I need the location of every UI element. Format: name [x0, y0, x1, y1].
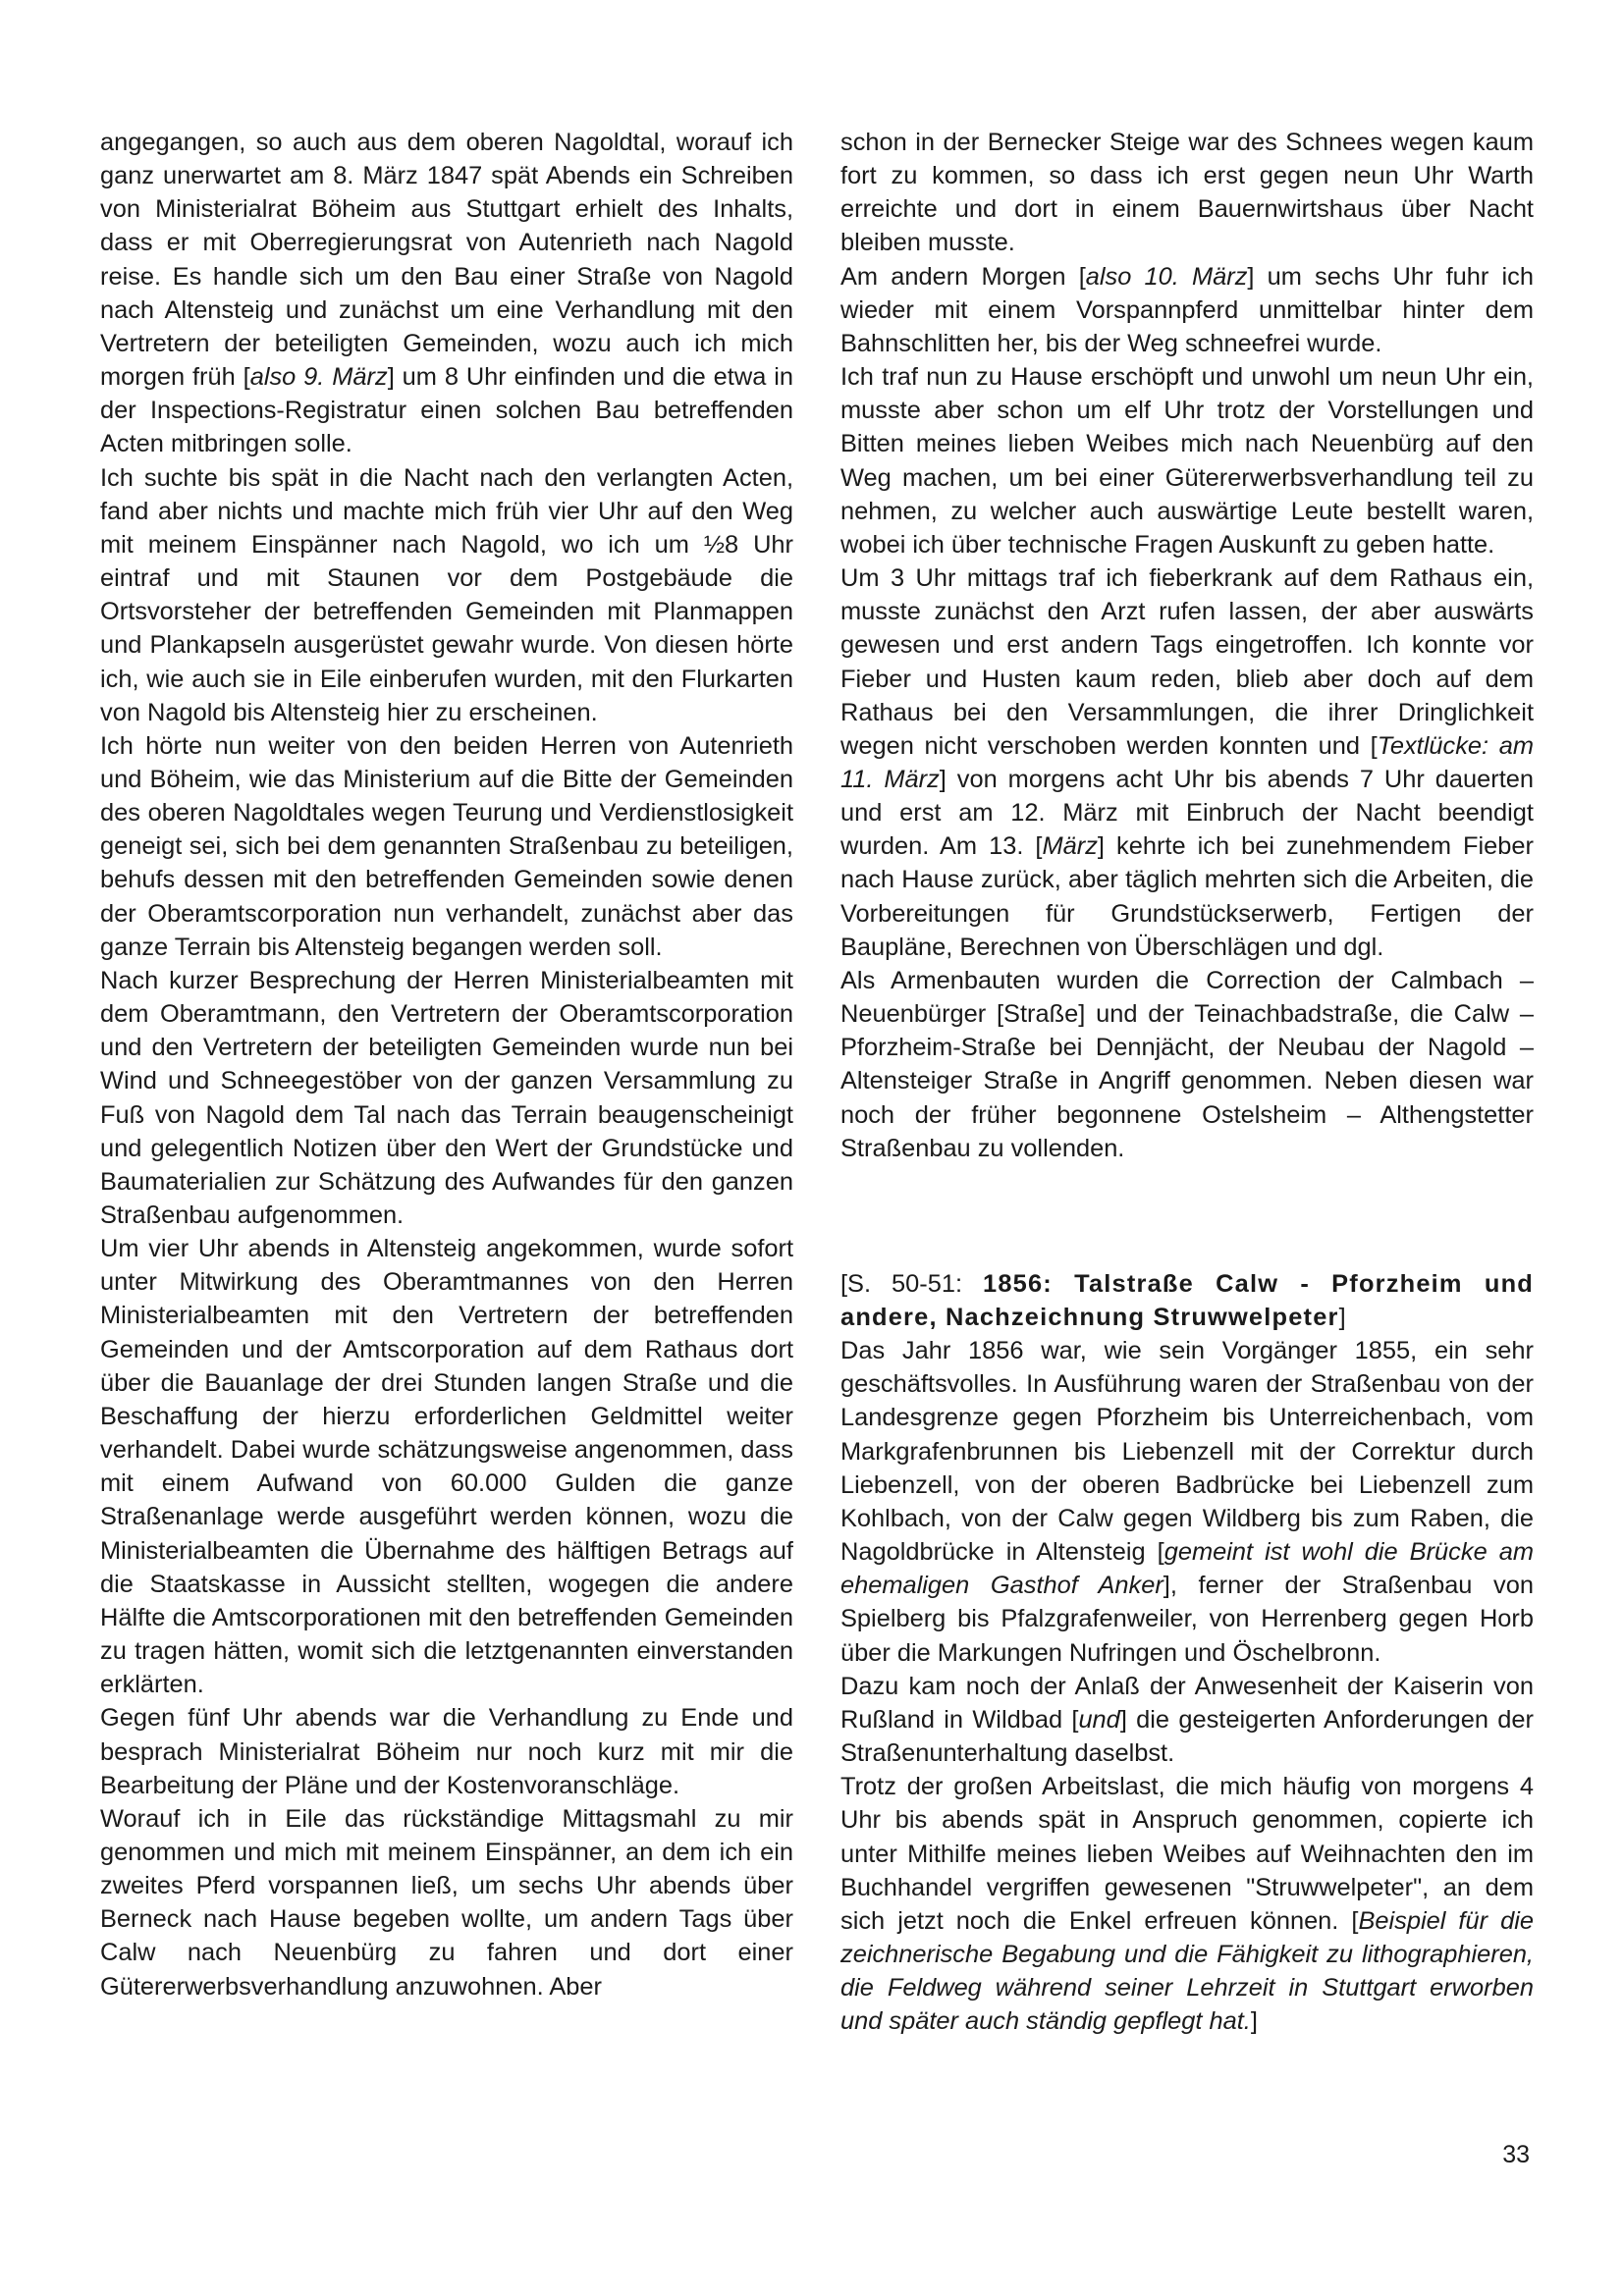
paragraph-text: Worauf ich in Eile das rückständige Mittagsmahl zu mir genommen und mich mit meinem Einspänner, an dem ich ein zweites Pferd vorspannen ließ, um sechs Uhr abends über Berneck nach Hause begeben wollte, um andern Tags über Calw nach Neuenbürg zu fahren und dort einer Gütererwerbsverhandlung anzuwohnen. Aber — [100, 1804, 793, 2001]
paragraph — [100, 1802, 793, 2003]
paragraph-text: ] — [1250, 2007, 1258, 2036]
paragraph-text: ] um sechs Uhr fuhr ich wieder mit einem Vorspannpferd unmittelbar hinter dem Bahnschlitten her, bis der Weg schneefrei wurde. — [840, 262, 1534, 357]
section-heading — [840, 1267, 1534, 1334]
paragraph-text: Ich suchte bis spät in die Nacht nach den verlangten Acten, fand aber nichts und machte mich früh vier Uhr auf den Weg mit meinem Einspänner nach Nagold, wo ich um ½8 Uhr eintraf und mit Staunen vor dem Postgebäude die Ortsvorsteher der betreffenden Gemeinden mit Planmappen und Plankapseln ausgerüstet gewahr wurde. Von diesen hörte ich, wie auch sie in Eile einberufen wurden, mit den Flurkarten von Nagold bis Altensteig hier zu erscheinen. — [100, 463, 793, 726]
paragraph-text: Ich hörte nun weiter von den beiden Herren von Autenrieth und Böheim, wie das Ministerium auf die Bitte der Gemeinden des oberen Nagoldtales wegen Teurung und Verdienstlosigkeit geneigt sei, sich bei dem genannten Straßenbau zu beteiligen, behufs dessen mit den betreffenden Gemeinden sowie denen der Oberamtscorporation nun verhandelt, zunächst aber das ganze Terrain bis Altensteig begangen werden soll. — [100, 731, 793, 961]
paragraph-text: Das Jahr 1856 war, wie sein Vorgänger 1855, ein sehr geschäftsvolles. In Ausführung waren der Straßenbau von der Landesgrenze gegen Pforzheim bis Unterreichenbach, vom Markgrafenbrunnen bis Liebenzell mit der Correktur durch Liebenzell, von der oberen Badbrücke bei Liebenzell zum Kohlbach, von der Calw gegen Wildberg bis zum Raben, die Nagoldbrücke in Altensteig [ — [840, 1337, 1534, 1567]
paragraph — [840, 1770, 1534, 2038]
section-heading-suffix: ] — [1338, 1304, 1346, 1331]
paragraph-text: Trotz der großen Arbeitslast, die mich häufig von morgens 4 Uhr bis abends spät in Anspruch genommen, copierte ich unter Mithilfe meines lieben Weibes auf Weihnachten den im Buchhandel vergriffen gewesenen "Struwwelpeter", an dem sich jetzt noch die Enkel erfreuen können. [ — [840, 1773, 1534, 1935]
paragraph-text: ], ferner der Straßenbau von Spielberg bis Pfalzgrafenweiler, von Herrenberg gegen Horb über die Markungen Nufringen und Öschelbronn. — [840, 1572, 1534, 1667]
paragraph — [100, 461, 793, 729]
paragraph-text: Nach kurzer Besprechung der Herren Ministerialbeamten mit dem Oberamtmann, den Vertretern der Oberamtscorporation und den Vertretern der beteiligten Gemeinden wurde nun bei Wind und Schneegestöber von der ganzen Versammlung zu Fuß von Nagold dem Tal nach das Terrain beaugenscheinigt und gelegentlich Notizen über den Wert der Grundstücke und Baumaterialien zur Schätzung des Aufwandes für den ganzen Straßenbau aufgenommen. — [100, 966, 793, 1229]
paragraph — [100, 964, 793, 1232]
editorial-note: also 9. März — [249, 363, 388, 392]
right-text-column — [840, 126, 1534, 2038]
paragraph — [840, 964, 1534, 1165]
paragraph-text: ] von morgens acht Uhr bis abends 7 Uhr dauerten und erst am 12. März mit Einbruch der Nacht beendigt wurden. Am 13. [ — [840, 765, 1534, 861]
page-number: 33 — [1502, 2141, 1530, 2168]
editorial-note: und — [1078, 1705, 1120, 1734]
paragraph-text: Ich traf nun zu Hause erschöpft und unwohl um neun Uhr ein, musste aber schon um elf Uhr trotz der Vorstellungen und Bitten meines lieben Weibes mich nach Neuenbürg auf den Weg machen, um bei einer Gütererwerbsverhandlung teil zu nehmen, zu welcher auch auswärtige Leute bestellt waren, wobei ich über technische Fragen Auskunft zu geben hatte. — [840, 363, 1534, 559]
paragraph — [840, 561, 1534, 964]
paragraph-text: Gegen fünf Uhr abends war die Verhandlung zu Ende und besprach Ministerialrat Böheim nur noch kurz mit mir die Bearbeitung der Pläne und der Kostenvoranschläge. — [100, 1704, 793, 1799]
paragraph-text: Als Armenbauten wurden die Correction der Calmbach – Neuenbürger [Straße] und der Teinachbadstraße, die Calw – Pforzheim-Straße bei Dennjächt, der Neubau der Nagold – Altensteiger Straße in Angriff genommen. Neben diesen war noch der früher begonnene Ostelsheim – Althengstetter Straßenbau zu vollenden. — [840, 966, 1534, 1162]
paragraph — [100, 729, 793, 964]
paragraph — [840, 1670, 1534, 1770]
section-heading-prefix: [S. 50-51: — [840, 1269, 983, 1298]
paragraph-text: ] kehrte ich bei zunehmendem Fieber nach Hause zurück, aber täglich mehrten sich die Arbeiten, die Vorbereitungen für Grundstückserwerb, Fertigen der Baupläne, Berechnen von Überschlägen und dgl. — [840, 832, 1535, 961]
editorial-note: gemeint ist wohl die Brücke am ehemaligen Gasthof Anker — [840, 1538, 1534, 1600]
paragraph-text: schon in der Bernecker Steige war des Schnees wegen kaum fort zu kommen, so dass ich erst gegen neun Uhr Warth erreichte und dort in einem Bauernwirtshaus über Nacht bleiben musste. — [840, 129, 1534, 257]
paragraph-text: Am andern Morgen [ — [840, 262, 1086, 291]
paragraph — [840, 126, 1534, 260]
left-text-column — [100, 126, 793, 2003]
section-heading-title: 1856: Talstraße Calw - Pforzheim und andere, Nachzeichnung Struwwelpeter — [840, 1269, 1535, 1331]
paragraph-text: Um 3 Uhr mittags traf ich fieberkrank auf dem Rathaus ein, musste zunächst den Arzt rufen lassen, der aber auswärts gewesen und erst andern Tags eingetroffen. Ich konnte vor Fieber und Husten kaum reden, blieb aber doch auf dem Rathaus bei den Versammlungen, die ihrer Dringlichkeit wegen nicht verschoben werden konnten und [ — [840, 564, 1534, 760]
paragraph-text: Um vier Uhr abends in Altensteig angekommen, wurde sofort unter Mitwirkung des Oberamtmannes von den Herren Ministerialbeamten mit den Vertretern der betreffenden Gemeinden und der Amtscorporation auf dem Rathaus dort über die Bauanlage der drei Stunden langen Straße und die Beschaffung der hierzu erforderlichen Geldmittel weiter verhandelt. Dabei wurde schätzungsweise angenommen, dass mit einem Aufwand von 60.000 Gulden die ganze Straßenanlage werde ausgeführt werden können, wozu die Ministerialbeamten die Übernahme des hälftigen Betrags auf die Staatskasse in Aussicht stellten, wogegen die andere Hälfte die Amtscorporationen mit den betreffenden Gemeinden zu tragen hätten, womit sich die letztgenannten einverstanden erklärten. — [100, 1235, 793, 1699]
paragraph — [840, 1334, 1534, 1670]
editorial-note: März — [1042, 832, 1098, 861]
paragraph — [100, 1701, 793, 1801]
paragraph — [100, 1232, 793, 1701]
paragraph — [100, 126, 793, 461]
paragraph — [840, 360, 1534, 561]
paragraph-text: angegangen, so auch aus dem oberen Nagoldtal, worauf ich ganz unerwartet am 8. März 1847 spät Abends ein Schreiben von Ministerialrat Böheim aus Stuttgart erhielt des Inhalts, dass er mit Oberregierungsrat von Autenrieth nach Nagold reise. Es handle sich um den Bau einer Straße von Nagold nach Altensteig und zunächst um eine Verhandlung mit den Vertretern der beteiligten Gemeinden, wozu auch ich mich morgen früh [ — [100, 129, 793, 392]
paragraph-text: ] um 8 Uhr einfinden und die etwa in der Inspections-Registratur einen solchen Bau betreffenden Acten mitbringen solle. — [100, 363, 793, 458]
paragraph — [840, 260, 1534, 360]
editorial-note: Textlücke: am 11. März — [840, 731, 1534, 793]
paragraph-text: Dazu kam noch der Anlaß der Anwesenheit der Kaiserin von Rußland in Wildbad [ — [840, 1672, 1534, 1734]
editorial-note: also 10. März — [1085, 262, 1248, 291]
editorial-note: Beispiel für die zeichnerische Begabung und die Fähigkeit zu lithographieren, die Feldweg während seiner Lehrzeit in Stuttgart erworben und später auch ständig gepflegt hat. — [840, 1906, 1534, 2036]
paragraph-text: ] die gesteigerten Anforderungen der Straßenunterhaltung daselbst. — [840, 1705, 1534, 1768]
